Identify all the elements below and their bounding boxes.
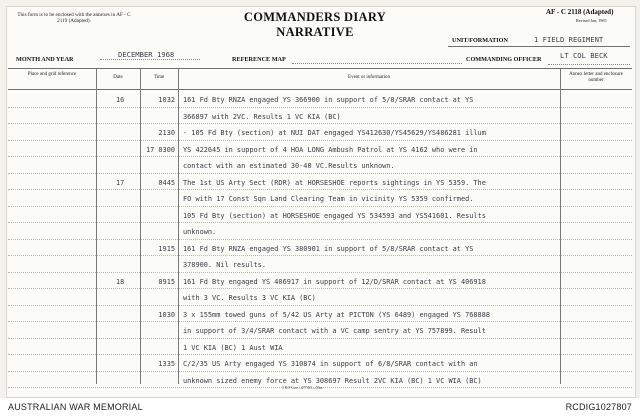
refmap-label: REFERENCE MAP [232,56,286,63]
month-label: MONTH AND YEAR [16,56,74,63]
row-event-text: 105 Fd Bty (section) at HORSESHOE engaged YS 534593 and YS541601. Results [183,211,486,220]
row-rule [8,206,632,207]
printer-line: 1 B P Cov—277/65—55m [282,386,323,390]
row-time: 1335 [158,360,175,368]
row-rule [8,107,632,108]
row-event-text: - 105 Fd Bty (section) at NUI DAT engaged YS412630/YS45629/YS486281 illum [183,129,486,137]
row-date: 16 [116,96,125,104]
row-rule [8,173,632,174]
row-event-text: The 1st US Arty Sect (RDR) at HORSESHOE reports sightings in YS 5359. The [183,178,486,187]
row-rule [8,189,632,190]
month-dots [100,59,200,60]
row-rule [8,140,632,141]
co-dots [548,64,630,65]
row-rule [8,239,632,240]
co-label: COMMANDING OFFICER [466,56,542,63]
colhead-place: Place and grid reference [27,72,77,77]
row-time: 1032 [158,96,175,104]
page-title: COMMANDERS DIARY NARRATIVE [243,10,387,39]
row-event-text: 1 VC KIA (BC) 1 Aust WIA [183,343,283,352]
row-event-text: YS 422645 in support of 4 HOA LONG Ambush Patrol at YS 4162 who were in [183,145,478,154]
row-rule [8,288,632,289]
row-time: 2130 [158,129,175,137]
row-event-text: FO with 17 Const Sqn Land Clearing Team in vicinity YS 5359 confirmed. [183,195,474,203]
row-event-text: 366897 with 2VC. Results 1 VC KIA (BC) [183,112,341,121]
co-value: LT COL BECK [560,51,608,60]
row-event-text: C/2/35 US Arty engaged YS 310874 in support of 6/8/SRAR contact with an [183,360,478,368]
row-time: 0915 [158,277,175,286]
row-rule [8,371,632,372]
row-event-text: 378900. Nil results. [183,261,266,269]
row-event-text: 161 Fd Bty RNZA engaged YS 380901 in support of 5/8/SRAR contact at YS [183,244,474,253]
row-event-text: contact with an estimated 30-40 VC.Results unknown. [183,162,395,170]
row-event-text: 161 Fd Bty RNZA engaged YS 366900 in support of 5/8/SRAR contact at YS [183,96,474,104]
row-rule [8,338,632,339]
table-head-rule [8,89,632,90]
unit-value: 1 FIELD REGIMENT [534,35,604,44]
refmap-dots [292,63,462,64]
colhead-date: Date [113,75,123,80]
row-time: 1915 [158,244,175,253]
row-event-text: 161 Fd Bty engaged YS 406917 in support of 12/D/SRAR contact at YS 406918 [183,277,486,286]
row-date: 18 [116,277,125,286]
colhead-annex: Annex letter and enclosure number [569,72,623,83]
colhead-event: Event or information [348,75,390,80]
colhead-time: Time [153,75,165,80]
row-time: 1030 [158,310,175,319]
footer-right: RCDIG1027807 [565,402,632,412]
form-number: AF - C 2118 (Adapted) [546,8,614,16]
row-event-text: 3 x 155mm towed guns of 5/42 US Arty at PICTON (YS 6489) engaged YS 768888 [183,310,490,319]
unit-label: UNIT/FORMATION [452,37,508,44]
row-rule [8,222,632,223]
form-note: This form is to be enclosed with the annexes in AF - C 2119 (Adapted). [17,12,131,24]
revised-date: Revised Jan, 1965 [576,18,607,23]
row-rule [8,321,632,322]
row-rule [8,255,632,256]
row-event-text: unknown. [183,228,217,236]
row-time: 0445 [158,178,175,187]
row-rule [8,156,632,157]
row-rule [8,305,632,306]
month-value: DECEMBER 1968 [118,50,175,59]
row-rule [8,272,632,273]
row-rule [8,123,632,124]
unit-underline [448,46,630,47]
table-top-rule [8,68,632,69]
row-rule [8,354,632,355]
archive-footer [0,398,640,416]
row-time: 17 0300 [145,145,175,154]
footer-left: AUSTRALIAN WAR MEMORIAL [8,402,143,412]
row-date: 17 [116,178,125,187]
row-event-text: unknown sized enemy force at YS 308697 Result 2VC KIA (BC) 1 VC WIA (BC) [183,376,482,385]
row-event-text: with 3 VC. Results 3 VC KIA (BC) [183,294,316,302]
row-event-text: in support of 3/4/SRAR contact with a VC camp sentry at YS 757899. Result [183,327,486,335]
